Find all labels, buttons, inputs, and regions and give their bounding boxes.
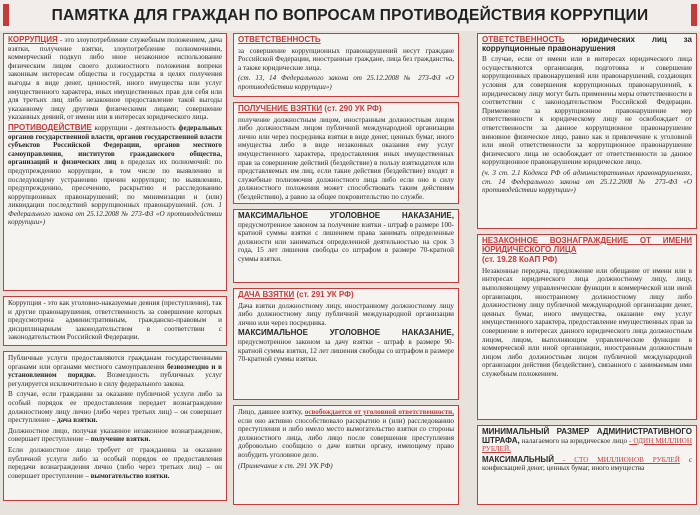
box-max-penalty-receiving (233, 209, 459, 283)
title-decoration-right (691, 4, 697, 26)
counteraction-text-a: коррупции - деятельность (91, 123, 179, 132)
legal-entity-citation: (ч. 3 ст. 2.1 Кодекса РФ об административных правонарушениях, ст. 14 Федерального закона от 25.12.2008 № 273-ФЗ «О противодействии коррупции») (482, 168, 692, 195)
page-title: ПАМЯТКА ДЛЯ ГРАЖДАН ПО ВОПРОСАМ ПРОТИВОДЕЙСТВИЯ КОРРУПЦИИ (51, 6, 649, 24)
receiving-bribe-heading: ПОЛУЧЕНИЕ ВЗЯТКИ (238, 104, 323, 113)
box-corruption-types (3, 296, 227, 346)
legal-entity-text: В случае, если от имени или в интересах юридического лица осуществляются организация, подготовка и совершение коррупционных правонарушений или правонарушений, создающих условия для совершения коррупционных правонарушений, к юридическому лицу могут быть применены меры ответственности в соответствии с законодательством Российской Федерации. Применение за коррупционное правонарушение мер ответственности к юридическому лицу не освобождает от ответственности за данное коррупционное правонарушение виновное физическое лицо, равно как и привлечение к уголовной или иной ответственности за коррупционное правонарушение физического лица не освобождает от ответственности за данное коррупционное правонарушение юридическое лицо. (482, 55, 692, 167)
exemption-highlight: освобождается от уголовной ответственности, (304, 408, 454, 416)
legal-entity-heading-rest: юридических лиц за коррупционные правонарушения (482, 35, 692, 53)
counteraction-text-b: федеральных органов государственной власти, органов государственной власти субъектов Российской Федерации, органов местного самоуправления, институтов гражданского общества, организаций и физических лиц (8, 123, 222, 167)
services-text-c: Возмездность публичных услуг регулируется исключительно в силу федерального закона. (8, 371, 222, 388)
illegal-remuneration-text: Незаконные передача, предложение или обещание от имени или в интересах юридического лица должностному лицу, лицу, выполняющему управленческие функции в коммерческой или иной организации, иностранному должностному лицу либо должностному лицу публичной международной организации денег, ценных бумаг, иного имущества, оказание ему услуг имущественного характера, предоставление имущественных прав за совершение в интересах данного юридического лица должностным лицом, лицом, выполняющим управленческие функции в коммерческой или иной организации, иностранным должностным лицом либо должностным лицом публичной международной организации действия (бездействие), связанного с занимаемым ими служебным положением. (482, 266, 692, 378)
corruption-text: - это злоупотребление служебным положением, дача взятки, получение взятки, злоупотребление полномочиями, коммерческий подкуп либо иное незаконное использование физическим лицом своего должностного положения вопреки законным интересам общества и государства в целях получения выгоды в виде денег, ценностей, иного имущества или услуг имущественного характера, иных имущественных прав для себя или для третьих лиц либо незаконное предоставление такой выгоды указанному лицу другими физическими лицами; совершение указанных деяний, от имени или в интересах юридического лица. (8, 36, 222, 122)
responsibility-text: за совершение коррупционных правонарушений несут граждане Российской Федерации, иностранные граждане, лица без гражданства, а также юридические лица. (238, 46, 454, 72)
max-penalty-giving-text: предусмотренное законом за дачу взятки - штраф в размере 90-кратной суммы взятки, 12 лет лишения свободы со штрафом в размере 70-кратной суммы взятки. (238, 337, 454, 364)
bribe-taking-term: получение взятки. (90, 435, 151, 444)
exemption-citation: (Примечание к ст. 291 УК РФ) (238, 461, 333, 470)
max-fine-amount: - СТО МИЛЛИОНОВ РУБЛЕЙ (554, 455, 680, 464)
services-text-a: Публичные услуги предоставляются гражданам государственными органами или органами местного самоуправления (8, 354, 222, 371)
giving-bribe-text: Дача взятки должностному лицу, иностранному должностному лицу либо должностному лицу публичной международной организации лично или через посредника. (238, 301, 454, 327)
max-penalty-heading: МАКСИМАЛЬНОЕ УГОЛОВНОЕ НАКАЗАНИЕ, (238, 211, 454, 220)
extortion-term: вымогательство взятки. (90, 471, 170, 480)
corruption-heading: КОРРУПЦИЯ (8, 35, 58, 44)
max-penalty-giving-heading: МАКСИМАЛЬНОЕ УГОЛОВНОЕ НАКАЗАНИЕ, (238, 328, 454, 338)
box-administrative-fine (477, 425, 697, 505)
column-middle (233, 33, 459, 515)
legal-entity-heading: ОТВЕТСТВЕННОСТЬ (482, 35, 565, 44)
services-text-b: безвозмездно и в установленном порядке. (8, 362, 222, 380)
box-legal-entity-responsibility (477, 33, 697, 229)
bribe-taking-text: Должностное лицо, получая указанное незаконное вознаграждение, совершает преступление – (8, 426, 222, 444)
min-fine-heading: МИНИМАЛЬНЫЙ РАЗМЕР АДМИНИСТРАТИВНОГО ШТРАФА, (482, 427, 692, 445)
box-exemption (233, 405, 459, 505)
extortion-text: Если должностное лицо требует от гражданина за оказание публичной услуги либо за особый порядок ее предоставления передачи вознаграждения лично (либо через третьих лиц) – он совершает преступление – (8, 445, 222, 480)
receiving-bribe-article: (ст. 290 УК РФ) (322, 104, 382, 113)
box-responsibility (233, 33, 459, 97)
illegal-remuneration-article: (ст. 19.28 КоАП РФ) (482, 255, 558, 265)
corruption-types-text: Коррупция - это как уголовно-наказуемые деяния (преступления), так и другие правонарушения, ответственность за совершение которых предусмотрена административным, гражданско-правовым и дисциплинарным законодательством в соответствии с законодательством Российской Федерации. (8, 299, 222, 342)
max-fine-text: с конфискацией денег, ценных бумаг, иного имущества (482, 455, 692, 473)
max-fine-heading: МАКСИМАЛЬНЫЙ (482, 454, 555, 464)
giving-bribe-article: (ст. 291 УК РФ) (294, 290, 354, 299)
box-corruption-definition (3, 33, 227, 291)
column-right (477, 33, 697, 515)
exemption-text-3: если оно активно способствовало раскрытию и (или) расследованию преступления и либо имело место вымогательство взятки со стороны должностного лица, либо лицо после совершения преступления добровольно сообщило о даче взятки органу, имеющему право возбудить уголовное дело. (238, 416, 454, 459)
box-giving-bribe (233, 288, 459, 400)
exemption-text-1: Лицо, давшее взятку, (238, 408, 305, 416)
min-fine-text: налагаемого на юридическое лицо (519, 436, 630, 445)
page-title-bar (0, 0, 700, 31)
bribe-giving-term: дача взятки. (57, 416, 98, 425)
column-left (3, 33, 227, 515)
min-fine-amount: - ОДИН МИЛЛИОН РУБЛЕЙ. (482, 436, 692, 454)
responsibility-citation: (ст. 13, 14 Федерального закона от 25.12.2008 № 273-ФЗ «О противодействии коррупции») (238, 74, 454, 91)
max-penalty-text: предусмотренное законом за получение взятки - штраф в размере 100-кратной суммы взятки с лишением права занимать определенные должности или заниматься определенной деятельностью на срок 3 года, 15 лет лишения свободы со штрафом в размере 70-кратной суммы взятки. (238, 220, 454, 263)
bribe-giving-text: В случае, если гражданин за оказание публичной услуги либо за особый порядок ее предоставления передает вознаграждение должностному лицу лично (либо через третьих лиц) – он совершает преступление – (8, 390, 222, 425)
box-receiving-bribe (233, 102, 459, 204)
responsibility-heading: ОТВЕТСТВЕННОСТЬ (238, 35, 321, 44)
receiving-bribe-text: получение должностным лицом, иностранным должностным лицом либо должностным лицом публичной международной организации лично или через посредника взятки в виде денег, ценных бумаг, иного имущества либо в виде незаконных оказания ему услуг имущественного характера, предоставления иных имущественных прав за совершение действий (бездействие) в пользу взяткодателя или представляемых им лиц, если такие действия (бездействие) входят в служебные полномочия должностного лица либо если оно в силу должностного положения может способствовать таким действиям (бездействию), а равно за общее покровительство по службе. (238, 115, 454, 201)
box-illegal-remuneration (477, 234, 697, 420)
giving-bribe-heading: ДАЧА ВЗЯТКИ (238, 290, 295, 299)
illegal-remuneration-heading: НЕЗАКОННОЕ ВОЗНАГРАЖДЕНИЕ ОТ ИМЕНИ ЮРИДИЧЕСКОГО ЛИЦА (482, 236, 692, 254)
counteraction-text-c: в пределах их полномочий: по предупреждению коррупции, в том числе по выявлению и последующему устранению причин коррупции; по выявлению, предупреждению, пресечению, раскрытию и расследованию коррупционных правонарушений; по минимизации и (или) ликвидации последствий коррупционных правонарушений. (8, 158, 222, 210)
counteraction-heading: ПРОТИВОДЕЙСТВИЕ (8, 122, 92, 132)
title-decoration-left (3, 4, 9, 26)
box-public-services (3, 351, 227, 501)
counteraction-citation: (ст. 1 Федерального закона от 25.12.2008 № 273-ФЗ «О противодействии коррупции») (8, 201, 222, 227)
